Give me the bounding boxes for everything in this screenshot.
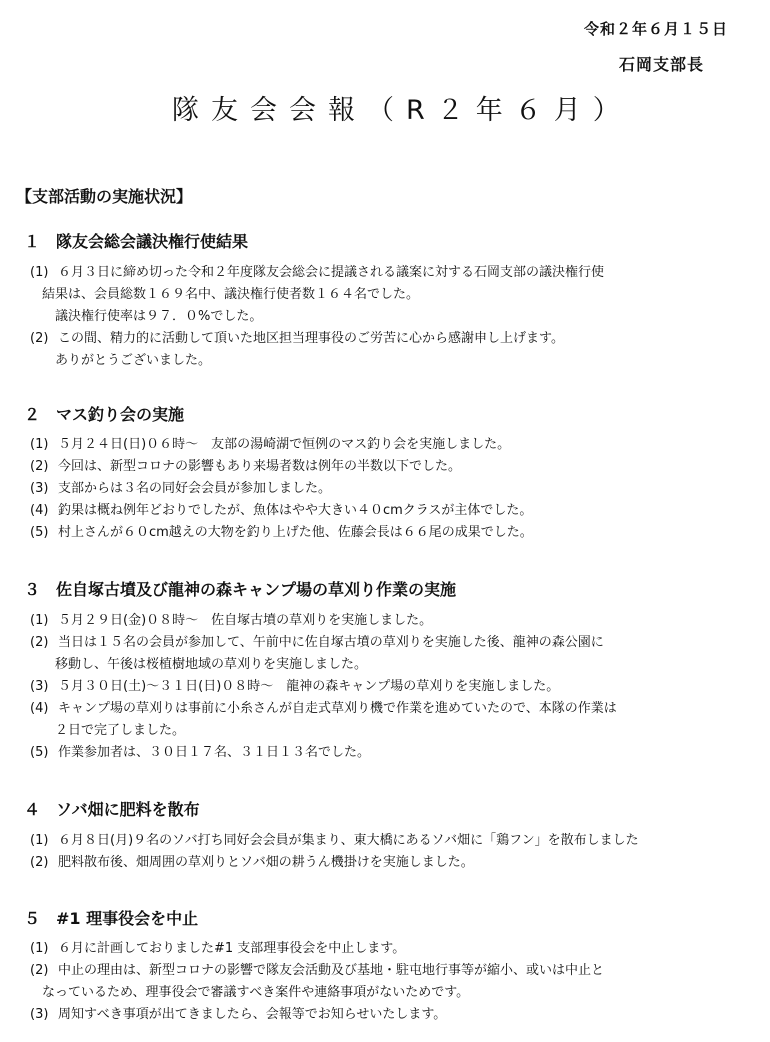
item-text-continued: 議決権行使率は９７．０%でした。	[55, 309, 263, 324]
item-text: 釣果は概ね例年どおりでしたが、魚体はやや大きい４０cmクラスが主体でした。	[58, 503, 533, 518]
list-item	[30, 742, 370, 764]
item-number: (2)	[30, 331, 49, 346]
list-item	[30, 676, 559, 698]
item-text: 当日は１５名の会員が参加して、午前中に佐自塚古墳の草刈りを実施した後、龍神の森公園に	[58, 635, 604, 650]
document-author: 石岡支部長	[618, 55, 704, 74]
item-text: この間、精力的に活動して頂いた地区担当理事役のご労苦に心から感謝申し上げます。	[58, 331, 564, 346]
item-number: (4)	[30, 503, 49, 518]
item-text: 村上さんが６０cm越えの大物を釣り上げた他、佐藤会長は６６尾の成果でした。	[58, 525, 533, 540]
list-item	[30, 456, 461, 478]
item-text-continued: ２日で完了しました。	[55, 723, 186, 738]
item-text-continued: 結果は、会員総数１６９名中、議決権行使者数１６４名でした。	[42, 287, 420, 302]
item-number: (1)	[30, 941, 49, 956]
section-4-title: ４ ソバ畑に肥料を散布	[24, 800, 200, 819]
item-text: 肥料散布後、畑周囲の草刈りとソバ畑の耕うん機掛けを実施しました。	[58, 855, 474, 870]
item-number: (1)	[30, 265, 49, 280]
list-item	[30, 328, 564, 350]
document-title: 隊友会会報（R２年６月）	[172, 95, 632, 126]
item-text: 中止の理由は、新型コロナの影響で隊友会活動及び基地・駐屯地行事等が縮小、或いは中止と	[58, 963, 605, 978]
item-text: 今回は、新型コロナの影響もあり来場者数は例年の半数以下でした。	[58, 459, 462, 474]
item-text: ５月２４日(日)０６時～ 友部の湯崎湖で恒例のマス釣り会を実施しました。	[58, 437, 511, 452]
item-text: キャンプ場の草刈りは事前に小糸さんが自走式草刈り機で作業を進めていたので、本隊の作業は	[58, 701, 617, 716]
section-heading: 【支部活動の実施状況】	[16, 187, 193, 206]
item-text: ５月２９日(金)０８時～ 佐自塚古墳の草刈りを実施しました。	[58, 613, 433, 628]
item-text: 支部からは３名の同好会会員が参加しました。	[58, 481, 332, 496]
item-text-continued: ありがとうございました。	[55, 353, 212, 368]
item-text: 周知すべき事項が出てきましたら、会報等でお知らせいたします。	[58, 1007, 447, 1022]
item-number: (2)	[30, 855, 49, 870]
list-item	[30, 830, 639, 852]
item-text: 作業参加者は、３０日１７名、３１日１３名でした。	[58, 745, 371, 760]
item-text: ６月に計画しておりました#1 支部理事役会を中止します。	[58, 941, 406, 956]
item-number: (1)	[30, 437, 49, 452]
item-number: (4)	[30, 701, 49, 716]
list-item	[30, 500, 532, 522]
list-item	[30, 522, 533, 544]
list-item	[30, 610, 432, 632]
item-number: (2)	[30, 459, 49, 474]
list-item	[30, 852, 474, 874]
section-5-title: ５ #1 理事役会を中止	[24, 909, 199, 928]
section-2-title: ２ マス釣り会の実施	[24, 405, 185, 424]
list-item	[30, 938, 405, 960]
item-number: (3)	[30, 1007, 49, 1022]
item-text: ６月３日に締め切った令和２年度隊友会総会に提議される議案に対する石岡支部の議決権行使	[58, 265, 605, 280]
item-number: (5)	[30, 525, 49, 540]
item-text-continued: なっているため、理事役会で審議すべき案件や連絡事項がないためです。	[42, 985, 470, 1000]
list-item	[30, 434, 510, 456]
section-1-title: １ 隊友会総会議決権行使結果	[24, 232, 249, 251]
section-3-title: ３ 佐自塚古墳及び龍神の森キャンプ場の草刈り作業の実施	[24, 580, 457, 599]
item-number: (1)	[30, 613, 49, 628]
item-number: (2)	[30, 963, 49, 978]
list-item	[30, 1004, 446, 1026]
item-number: (1)	[30, 833, 49, 848]
item-number: (3)	[30, 481, 49, 496]
list-item	[30, 478, 331, 500]
item-number: (3)	[30, 679, 49, 694]
item-text: ５月３０日(土)～３１日(日)０８時～ 龍神の森キャンプ場の草刈りを実施しました。	[58, 679, 560, 694]
item-number: (5)	[30, 745, 49, 760]
item-text: ６月８日(月)９名のソバ打ち同好会会員が集まり、東大橋にあるソバ畑に「鶏フン」を散布しました	[58, 833, 639, 848]
document-date: 令和２年６月１５日	[583, 20, 728, 38]
item-number: (2)	[30, 635, 49, 650]
list-item	[30, 262, 604, 284]
list-item	[30, 960, 604, 982]
item-text-continued: 移動し、午後は桜植樹地域の草刈りを実施しました。	[55, 657, 368, 672]
list-item	[30, 698, 617, 720]
list-item	[30, 632, 604, 654]
